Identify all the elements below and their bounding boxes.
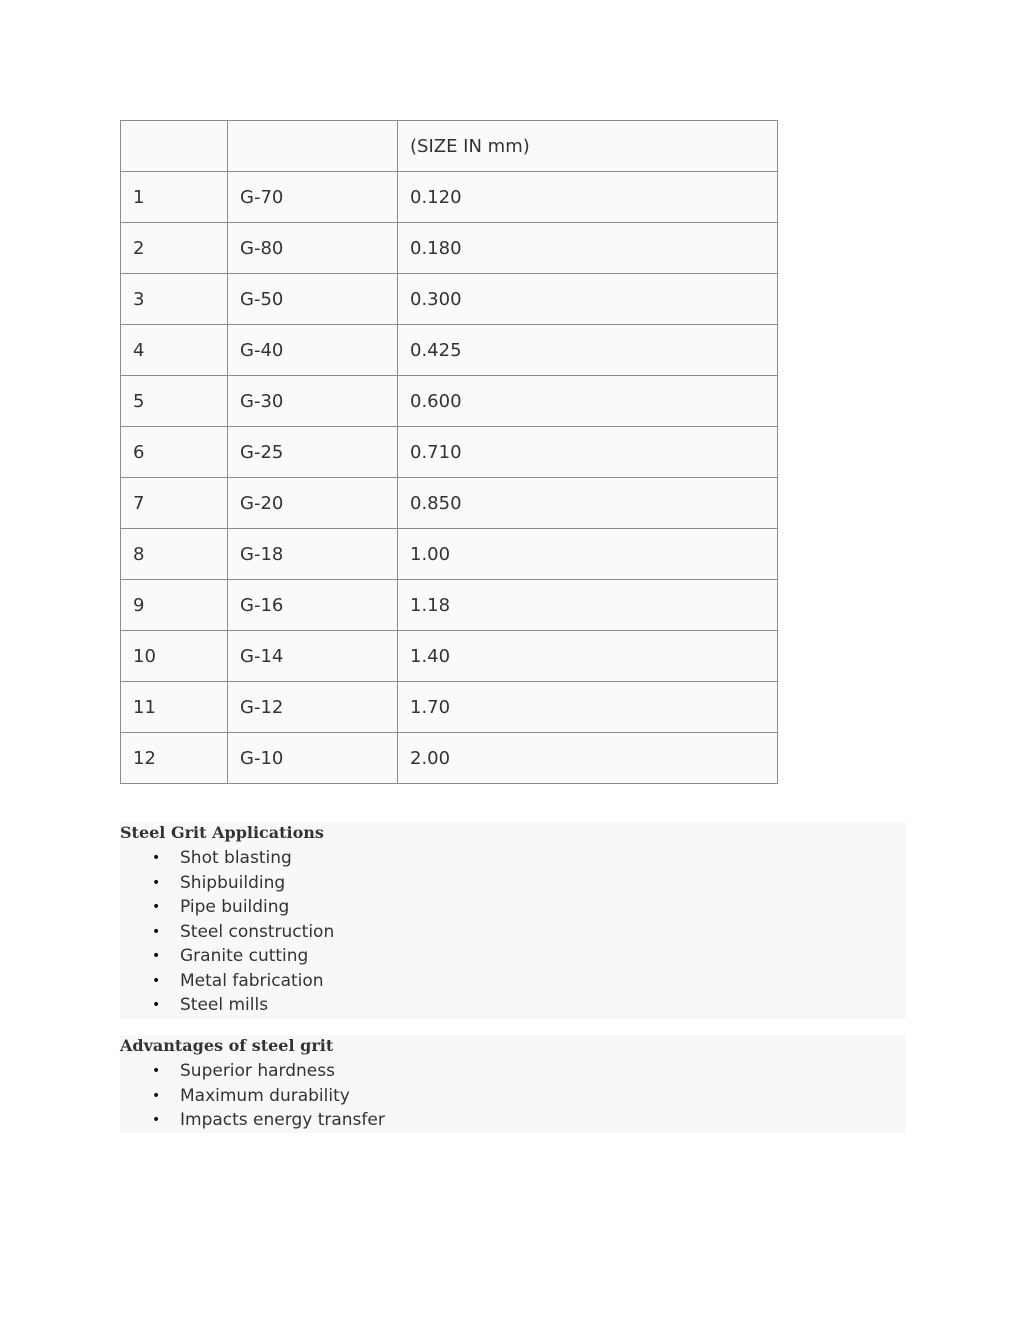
table-row xyxy=(121,274,778,325)
bullet-icon: • xyxy=(152,850,161,866)
table-row xyxy=(121,376,778,427)
header-cell-grade xyxy=(228,121,398,172)
grit-size-table xyxy=(120,120,778,784)
serial-cell: 1 xyxy=(121,172,228,223)
table-row xyxy=(121,580,778,631)
header-cell-size: (SIZE IN mm) xyxy=(398,121,778,172)
list-item-text: Shot blasting xyxy=(180,848,292,868)
size-cell: 0.180 xyxy=(398,223,778,274)
bullet-icon: • xyxy=(152,948,161,964)
grade-cell: G-80 xyxy=(228,223,398,274)
list-item-text: Metal fabrication xyxy=(180,970,324,991)
list-item xyxy=(120,846,906,871)
applications-section xyxy=(120,822,906,1018)
size-cell: 1.18 xyxy=(398,580,778,631)
size-cell: 1.00 xyxy=(398,529,778,580)
bullet-icon: • xyxy=(152,997,161,1013)
serial-cell: 4 xyxy=(121,325,228,376)
grade-cell: G-70 xyxy=(228,172,398,223)
table-row xyxy=(121,529,778,580)
serial-cell: 10 xyxy=(121,631,228,682)
list-item-text: Superior hardness xyxy=(180,1061,335,1081)
serial-cell: 9 xyxy=(121,580,228,631)
list-item xyxy=(120,969,906,994)
size-cell: 0.425 xyxy=(398,325,778,376)
bullet-icon: • xyxy=(152,972,161,989)
size-cell: 0.710 xyxy=(398,427,778,478)
serial-cell: 5 xyxy=(121,376,228,427)
serial-cell: 2 xyxy=(121,223,228,274)
serial-cell: 11 xyxy=(121,682,228,733)
serial-cell: 12 xyxy=(121,733,228,784)
serial-cell: 7 xyxy=(121,478,228,529)
bullet-icon: • xyxy=(152,899,161,915)
grade-cell: G-18 xyxy=(228,529,398,580)
table-row xyxy=(121,427,778,478)
grade-cell: G-20 xyxy=(228,478,398,529)
table-row xyxy=(121,172,778,223)
grade-cell: G-25 xyxy=(228,427,398,478)
grit-table-body xyxy=(121,121,778,784)
list-item-text: Steel mills xyxy=(180,995,269,1015)
grade-cell: G-12 xyxy=(228,682,398,733)
list-item-text: Shipbuilding xyxy=(180,872,286,893)
size-cell: 1.40 xyxy=(398,631,778,682)
grade-cell: G-30 xyxy=(228,376,398,427)
table-row xyxy=(121,682,778,733)
serial-cell: 3 xyxy=(121,274,228,325)
advantages-section xyxy=(120,1035,906,1133)
size-cell: 0.850 xyxy=(398,478,778,529)
table-row xyxy=(121,223,778,274)
bullet-icon: • xyxy=(152,1112,161,1128)
applications-heading: Steel Grit Applications xyxy=(120,823,324,842)
table-header-row xyxy=(121,121,778,172)
list-item-text: Steel construction xyxy=(180,921,335,942)
advantages-heading: Advantages of steel grit xyxy=(120,1036,334,1055)
table-row xyxy=(121,478,778,529)
bullet-icon: • xyxy=(152,923,161,940)
size-cell: 0.600 xyxy=(398,376,778,427)
list-item-text: Pipe building xyxy=(180,897,290,917)
size-cell: 2.00 xyxy=(398,733,778,784)
list-item xyxy=(120,1084,906,1109)
size-cell: 0.300 xyxy=(398,274,778,325)
grade-cell: G-40 xyxy=(228,325,398,376)
list-item xyxy=(120,1108,906,1133)
table-row xyxy=(121,631,778,682)
serial-cell: 6 xyxy=(121,427,228,478)
table-row xyxy=(121,733,778,784)
size-cell: 1.70 xyxy=(398,682,778,733)
bullet-icon: • xyxy=(152,874,161,891)
list-item-text: Granite cutting xyxy=(180,946,309,966)
header-cell-serial xyxy=(121,121,228,172)
list-item-text: Maximum durability xyxy=(180,1085,350,1106)
grade-cell: G-16 xyxy=(228,580,398,631)
list-item xyxy=(120,920,906,945)
list-item xyxy=(120,871,906,896)
list-item xyxy=(120,944,906,969)
serial-cell: 8 xyxy=(121,529,228,580)
grade-cell: G-50 xyxy=(228,274,398,325)
table-row xyxy=(121,325,778,376)
advantages-list xyxy=(120,1059,906,1133)
list-item xyxy=(120,1059,906,1084)
bullet-icon: • xyxy=(152,1087,161,1104)
list-item xyxy=(120,993,906,1018)
grade-cell: G-10 xyxy=(228,733,398,784)
bullet-icon: • xyxy=(152,1063,161,1079)
list-item xyxy=(120,895,906,920)
list-item-text: Impacts energy transfer xyxy=(180,1110,385,1130)
applications-list xyxy=(120,846,906,1018)
grade-cell: G-14 xyxy=(228,631,398,682)
size-cell: 0.120 xyxy=(398,172,778,223)
